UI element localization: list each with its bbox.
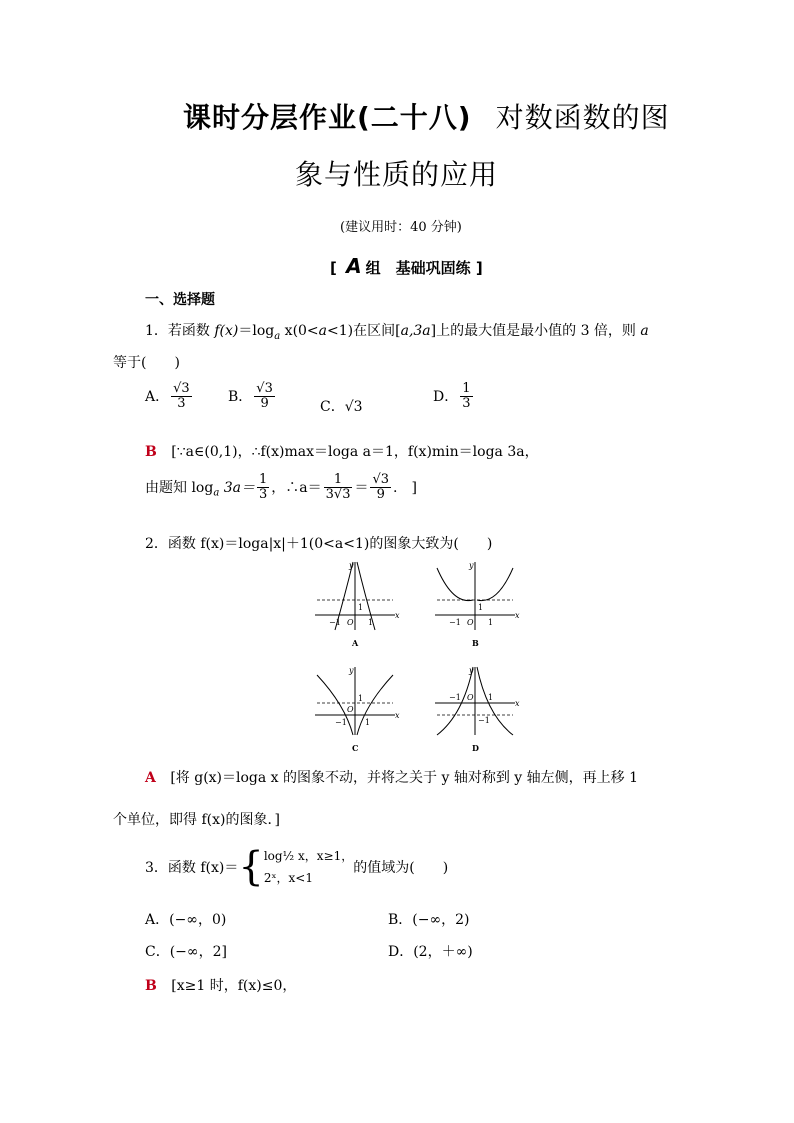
graph-d bbox=[435, 666, 520, 753]
graph-d-neg1: −1 bbox=[449, 693, 461, 702]
q2-sol-line1-text: [将 g(x)＝loga x 的图象不动，并将之关于 y 轴对称到 y 轴左侧，再上移 1 bbox=[170, 770, 639, 786]
q1-sol-f1-num: 1 bbox=[259, 472, 268, 487]
q1-stem-i: ]上的最大值是最小值的 3 倍，则 bbox=[430, 323, 641, 339]
q3-case1: log½ x，x≥1， bbox=[263, 849, 354, 863]
q1-sol-frac1 bbox=[257, 473, 269, 503]
q3-stem-suffix: 的值域为( ) bbox=[353, 860, 449, 876]
group-letter: A bbox=[346, 254, 362, 278]
q1-sol-frac3 bbox=[370, 473, 391, 503]
graph-c-y1: 1 bbox=[358, 694, 364, 703]
graph-d-y: y bbox=[469, 666, 474, 675]
q1-opt-a-den: 3 bbox=[177, 396, 186, 412]
q1-sol-f3-num: √3 bbox=[372, 472, 390, 487]
q1-option-c bbox=[320, 396, 363, 416]
group-heading bbox=[330, 254, 483, 278]
q1-stem-j: a bbox=[640, 323, 649, 339]
graph-b-1: 1 bbox=[488, 618, 494, 627]
q1-sol-b: a bbox=[213, 487, 220, 499]
group-bracket-open: [ bbox=[330, 259, 337, 277]
graph-b-x: x bbox=[515, 611, 520, 620]
q1-sol-f2-den: 3√3 bbox=[325, 487, 351, 503]
q1-opt-b-frac bbox=[254, 382, 275, 412]
q1-opt-d-den: 3 bbox=[462, 396, 471, 412]
q3-option-b: B．(−∞，2) bbox=[388, 912, 470, 928]
q3-option-a: A．(−∞，0) bbox=[145, 912, 227, 928]
q1-option-d bbox=[433, 382, 475, 412]
graph-b-neg1: −1 bbox=[449, 618, 461, 627]
graph-b-label: B bbox=[472, 638, 479, 648]
graph-d-yneg1: −1 bbox=[478, 716, 490, 725]
q1-sol-f3-den: 9 bbox=[376, 487, 385, 503]
graph-c-y: y bbox=[349, 666, 354, 675]
q1-opt-d-num: 1 bbox=[462, 381, 471, 396]
section-heading: 一、选择题 bbox=[145, 292, 215, 308]
graph-b bbox=[435, 561, 520, 648]
q1-answer: B bbox=[145, 444, 157, 460]
q2-solution-line2: 个单位，即得 f(x)的图象．] bbox=[113, 812, 280, 828]
q1-option-a bbox=[145, 382, 194, 412]
graph-b-y1: 1 bbox=[478, 603, 484, 612]
q1-stem-f: a bbox=[318, 323, 328, 339]
graph-c-x: x bbox=[395, 711, 400, 720]
q1-opt-b-num: √3 bbox=[256, 381, 273, 396]
q2-answer: A bbox=[145, 770, 156, 786]
q2-solution-line1 bbox=[145, 767, 638, 787]
time-note: (建议用时：40 分钟) bbox=[340, 220, 462, 235]
q1-opt-a-num: √3 bbox=[173, 381, 190, 396]
page-title bbox=[183, 96, 670, 136]
q3-option-c: C．(−∞，2] bbox=[145, 944, 227, 960]
title-rest-part: 对数函数的图 bbox=[495, 101, 670, 134]
graph-c-o: O bbox=[347, 705, 354, 714]
q1-sol-c: 3a＝ bbox=[219, 479, 256, 496]
q1-stem-line2: 等于( ) bbox=[113, 355, 180, 371]
q3-sol-line1-text: [x≥1 时，f(x)≤0， bbox=[171, 978, 297, 994]
q2-stem: 2．函数 f(x)＝loga|x|＋1(0<a<1)的图象大致为( ) bbox=[145, 536, 493, 552]
q1-opt-c-val: √3 bbox=[344, 399, 363, 415]
q1-stem-e: x(0< bbox=[280, 323, 319, 339]
graph-d-x: x bbox=[515, 699, 520, 708]
q3-case2: 2ˣ，x<1 bbox=[263, 871, 313, 885]
q1-opt-b-den: 9 bbox=[260, 396, 269, 412]
q1-opt-b-label: B． bbox=[228, 388, 253, 405]
q1-sol-e: ＝ bbox=[354, 479, 369, 496]
graph-a-x: x bbox=[395, 611, 400, 620]
q1-opt-d-label: D． bbox=[433, 388, 459, 405]
q3-stem-prefix: 3．函数 f(x)＝ bbox=[145, 860, 239, 876]
q1-sol-line1-text: [∵a∈(0,1)，∴f(x)max＝loga a＝1，f(x)min＝loga 3a， bbox=[171, 444, 539, 460]
graph-d-1: 1 bbox=[488, 693, 494, 702]
q1-option-b bbox=[228, 382, 277, 412]
graph-c-1: 1 bbox=[365, 718, 371, 727]
graph-d-label: D bbox=[472, 743, 479, 753]
q3-answer: B bbox=[145, 978, 157, 994]
q3-stem bbox=[145, 845, 448, 889]
graph-b-y: y bbox=[469, 561, 474, 570]
q1-solution-line2 bbox=[145, 473, 417, 503]
graph-c-neg1: −1 bbox=[335, 718, 347, 727]
q1-stem-b: f(x) bbox=[214, 323, 239, 339]
q1-stem bbox=[145, 320, 649, 342]
graph-a-neg1: −1 bbox=[329, 618, 341, 627]
q1-sol-d: ，∴a＝ bbox=[271, 479, 322, 496]
graph-c-label: C bbox=[352, 743, 359, 753]
q1-sol-frac2 bbox=[324, 473, 353, 503]
graph-a bbox=[315, 561, 400, 648]
q1-solution-line1 bbox=[145, 441, 539, 461]
q1-sol-f2-num: 1 bbox=[324, 473, 353, 488]
q1-opt-d-frac bbox=[460, 382, 472, 412]
q2-graphs bbox=[300, 560, 540, 755]
q1-opt-c-label: C． bbox=[320, 399, 345, 415]
q3-solution-line1 bbox=[145, 975, 296, 995]
q1-stem-d: a bbox=[274, 330, 281, 342]
q1-sol-a: 由题知 log bbox=[145, 479, 214, 496]
graph-a-1: 1 bbox=[368, 618, 374, 627]
q3-option-d: D．(2，＋∞) bbox=[388, 944, 473, 960]
title-bold-part: 课时分层作业(二十八) bbox=[183, 101, 472, 134]
group-label: 组 基础巩固练 bbox=[365, 259, 471, 277]
q1-stem-h: a,3a bbox=[400, 323, 431, 339]
group-bracket-close: ] bbox=[475, 259, 483, 277]
graph-a-y1: 1 bbox=[358, 603, 364, 612]
graph-a-o: O bbox=[347, 618, 354, 627]
q3-brace: { bbox=[238, 844, 264, 890]
graph-a-y: y bbox=[349, 561, 354, 570]
q1-stem-g: <1)在区间[ bbox=[327, 323, 401, 339]
q1-stem-c: ＝log bbox=[238, 323, 275, 339]
q1-sol-f1-den: 3 bbox=[259, 487, 268, 503]
q1-opt-a-frac bbox=[171, 382, 192, 412]
graph-a-label: A bbox=[352, 638, 359, 648]
q1-stem-a: 1．若函数 bbox=[145, 323, 215, 339]
q3-cases bbox=[264, 845, 353, 889]
graph-c bbox=[315, 666, 400, 753]
graph-b-o: O bbox=[467, 618, 474, 627]
q1-sol-f: . ] bbox=[393, 479, 417, 496]
page-title-line2: 象与性质的应用 bbox=[295, 158, 499, 191]
q1-opt-a-label: A． bbox=[145, 388, 170, 405]
graph-d-o: O bbox=[467, 693, 474, 702]
